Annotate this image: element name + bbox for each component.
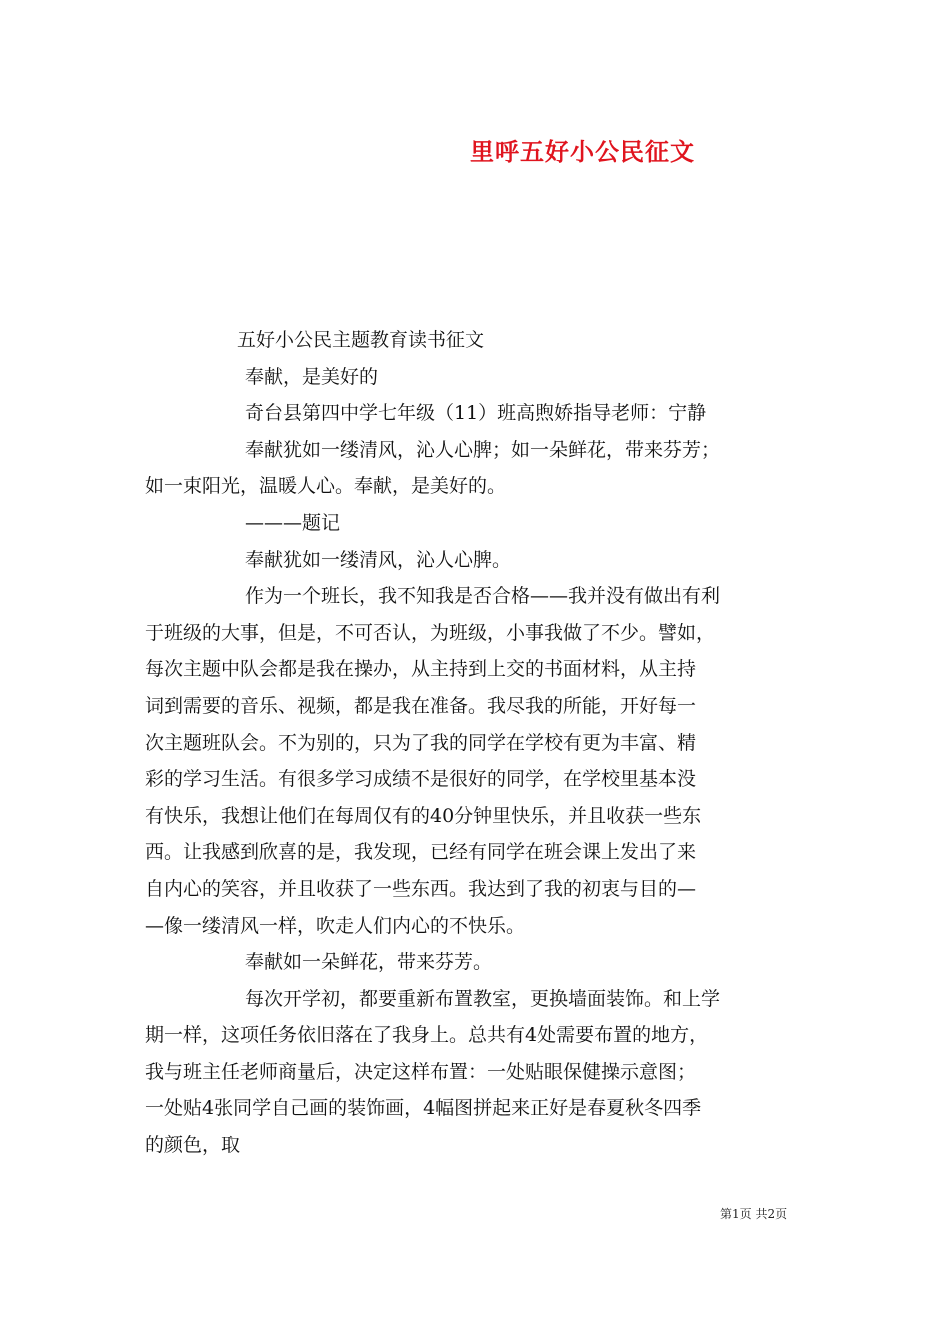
epigraph-line: 如一束阳光，温暖人心。奉献，是美好的。: [145, 475, 507, 498]
paragraph-line: 有快乐，我想让他们在每周仅有的40分钟里快乐，并且收获一些东: [145, 804, 702, 827]
section-heading: 奉献犹如一缕清风，沁人心脾。: [245, 548, 512, 571]
paragraph-line: 词到需要的音乐、视频，都是我在准备。我尽我的所能，开好每一: [145, 694, 697, 717]
paragraph-line: 每次开学初，都要重新布置教室，更换墙面装饰。和上学: [245, 987, 721, 1010]
paragraph-line: 我与班主任老师商量后，决定这样布置：一处贴眼保健操示意图；: [145, 1060, 697, 1083]
paragraph-line: 每次主题中队会都是我在操办，从主持到上交的书面材料，从主持: [145, 658, 697, 681]
author-line: 奇台县第四中学七年级（11）班高煦娇指导老师：宁静: [245, 402, 707, 425]
subtitle-line: 五好小公民主题教育读书征文: [237, 329, 485, 351]
section-heading: 奉献如一朵鲜花，带来芬芳。: [245, 951, 493, 974]
essay-title-line: 奉献，是美好的: [245, 365, 379, 388]
page-number-footer: 第1页 共2页: [720, 1207, 788, 1221]
epigraph-line: 奉献犹如一缕清风，沁人心脾；如一朵鲜花，带来芬芳；: [245, 438, 721, 461]
epigraph-attribution: ———题记: [245, 511, 341, 534]
document-title: 里呼五好小公民征文: [470, 137, 695, 166]
paragraph-line: 自内心的笑容，并且收获了一些东西。我达到了我的初衷与目的—: [145, 877, 697, 900]
document-body: [145, 322, 810, 1164]
paragraph-line: 于班级的大事，但是，不可否认，为班级，小事我做了不少。譬如，: [145, 621, 716, 644]
paragraph-line: 彩的学习生活。有很多学习成绩不是很好的同学，在学校里基本没: [145, 768, 697, 791]
paragraph-line: 一处贴4张同学自己画的装饰画，4幅图拼起来正好是春夏秋冬四季: [145, 1097, 702, 1120]
paragraph-line: 西。让我感到欣喜的是，我发现，已经有同学在班会课上发出了来: [145, 841, 697, 864]
paragraph-line: 期一样，这项任务依旧落在了我身上。总共有4处需要布置的地方，: [145, 1024, 709, 1047]
paragraph-line: 的颜色，取: [145, 1134, 241, 1157]
paragraph-line: 作为一个班长，我不知我是否合格——我并没有做出有利: [245, 585, 721, 608]
paragraph-line: —像一缕清风一样，吹走人们内心的不快乐。: [145, 914, 526, 937]
paragraph-line: 次主题班队会。不为别的，只为了我的同学在学校有更为丰富、精: [145, 731, 697, 754]
